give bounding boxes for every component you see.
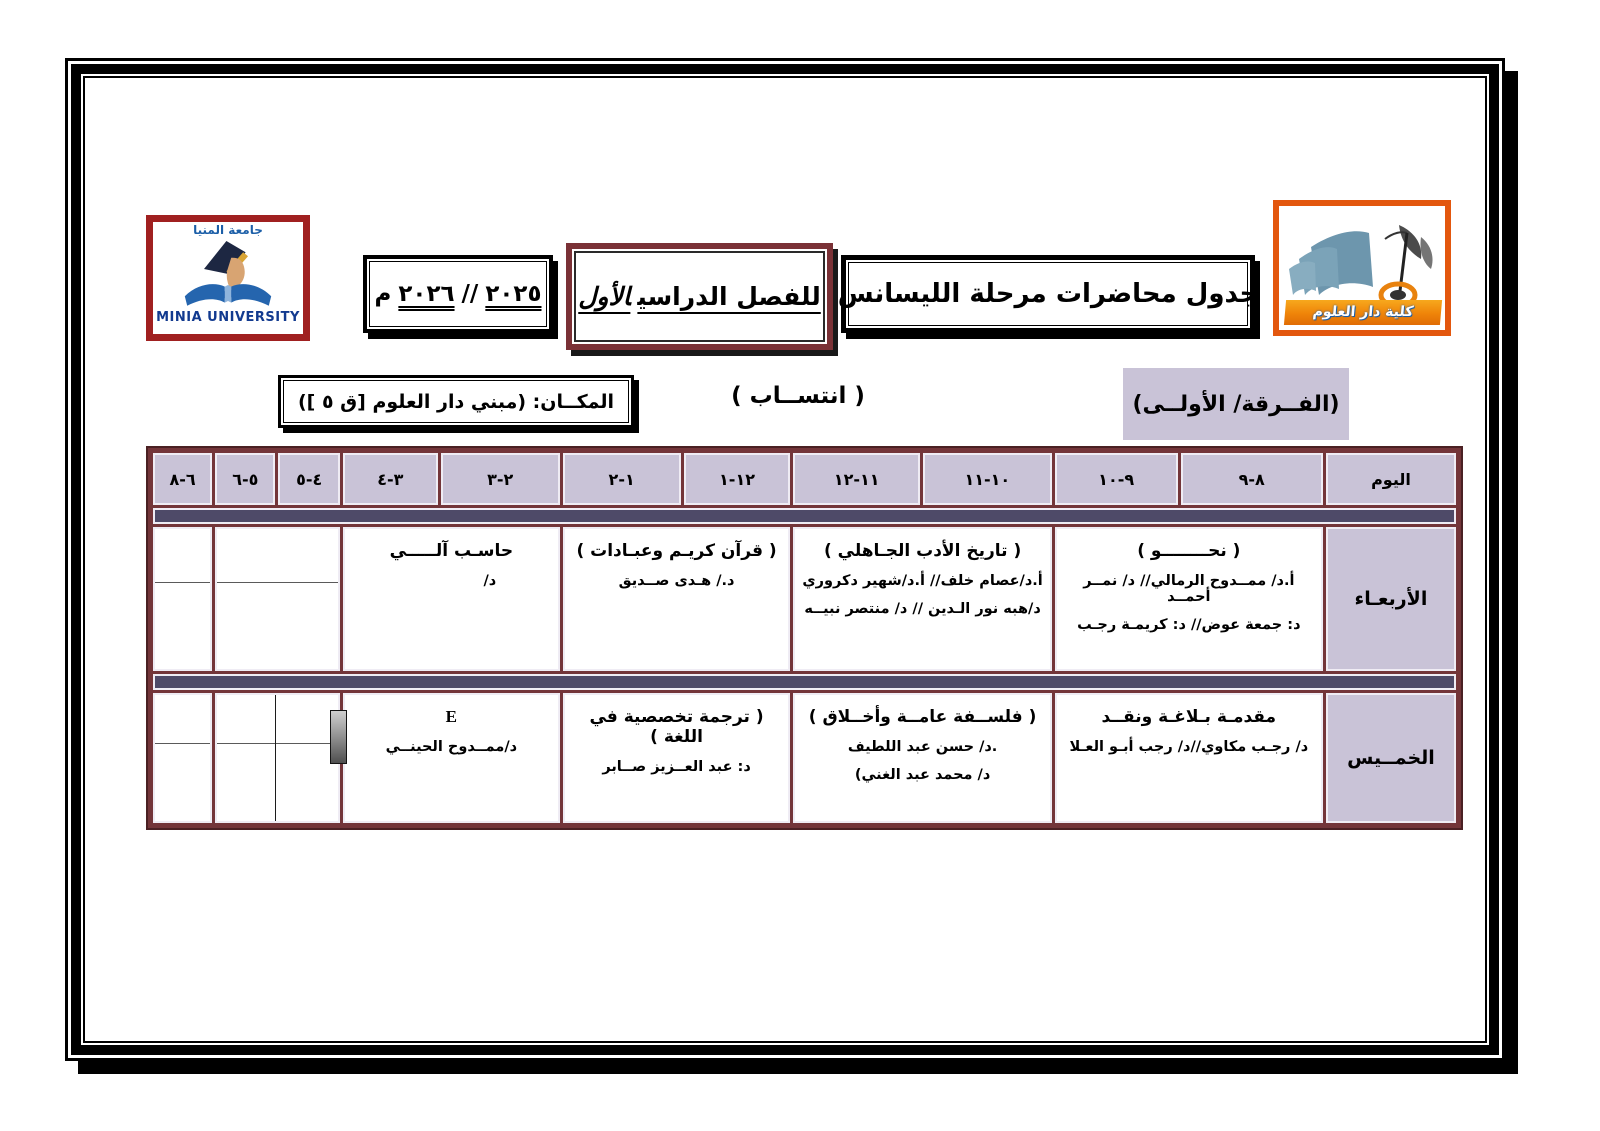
empty-slot-cell: [155, 695, 210, 821]
subject-title: حاسـب آلـــــي: [389, 541, 514, 561]
row-divider: [155, 676, 1454, 688]
time-slot-header: ٣-٤: [345, 455, 436, 503]
cell-rule: [217, 582, 338, 583]
lecturer-line: د/ممــدوح الحينــي: [385, 739, 518, 755]
subject-title: مقدمـة بـلاغـة ونقــد: [1101, 707, 1277, 727]
lecturer-line: أ.د/عصام خلف// أ.د/شهير دكروري: [802, 573, 1043, 589]
subject-cell-grammar: [1057, 529, 1321, 669]
title-semester-box: [566, 243, 833, 350]
time-slot-header: ٦-٨: [155, 455, 210, 503]
title-main-text: جدول محاضرات مرحلة الليسانس: [837, 279, 1259, 309]
year-end: ٢٠٢٦: [398, 281, 455, 307]
gray-box-artifact: [330, 710, 347, 764]
lecturer-line: د/ رجـب مكاوي//د/ رجب أبـو العـلا: [1069, 739, 1309, 755]
university-logo-english-caption: MINIA UNIVERSITY: [156, 310, 300, 325]
time-slot-header: ٤-٥: [280, 455, 338, 503]
cell-rule: [155, 582, 210, 583]
subject-title: ( قرآن كريـم وعبـادات ): [576, 541, 777, 561]
semester-term: الأول: [578, 282, 631, 311]
timetable: [146, 446, 1463, 830]
title-main-box: [837, 255, 1259, 333]
cell-rule: [275, 695, 276, 821]
university-logo: [146, 215, 310, 341]
time-slot-header: ١٠-١١: [925, 455, 1050, 503]
time-slot-header: ١٢-١: [686, 455, 789, 503]
subject-cell-english: [345, 695, 558, 821]
location-box: المكــان: (مبني دار العلوم [ق ٥ ]): [278, 375, 634, 428]
subject-title: ( نحــــــــو ): [1137, 541, 1241, 561]
empty-slot-cell: [155, 529, 210, 669]
time-slot-header: ١١-١٢: [795, 455, 917, 503]
time-slot-header: ١-٢: [565, 455, 679, 503]
subject-cell-jahili-literature: [795, 529, 1049, 669]
subject-cell-computer: [345, 529, 558, 669]
semester-text: [578, 282, 821, 311]
lecturer-line: د/هبه نور الـدين // د/ منتصر نبيــه: [804, 601, 1041, 617]
subject-title: ( فلســفة عامــة وأخــلاق ): [808, 707, 1037, 727]
subject-title: ( ترجمة تخصصية في اللغة ): [589, 707, 764, 747]
empty-slot-cell: [217, 695, 338, 821]
page-frame: [65, 58, 1505, 1061]
lecturer-line: أ.د/ ممــدوح الرمالي// د/ نمــر أحمــد: [1083, 573, 1295, 605]
day-cell-thursday: الخمــيس: [1328, 695, 1454, 821]
lecturer-line: د/: [483, 573, 497, 589]
lecturer-line: .د/ حسن عبد اللطيف: [847, 739, 998, 755]
year-suffix: م: [374, 281, 392, 307]
faculty-logo-caption: كلية دار العلوم: [1284, 300, 1442, 325]
day-column-header: اليوم: [1328, 455, 1454, 503]
year-separator: //: [461, 281, 479, 307]
subject-title: E: [445, 707, 457, 726]
title-year-box: [363, 255, 553, 333]
subject-cell-quran: [565, 529, 789, 669]
semester-prefix: للفصل الدراسي: [637, 282, 821, 311]
lecturer-line: د./ هـدى صــديق: [618, 573, 735, 589]
lecturer-line: د/ محمد عبد الغني): [854, 767, 991, 783]
subject-cell-translation: [565, 695, 789, 821]
subject-cell-philosophy: [795, 695, 1049, 821]
lecturer-line: د: عبد العــزيز صــابر: [602, 759, 751, 775]
time-slot-header: ٩-١٠: [1057, 455, 1176, 503]
grade-label: (الفــرقة/ الأولــى): [1123, 368, 1349, 440]
day-cell-wednesday: الأربعـاء: [1328, 529, 1454, 669]
nefertiti-open-book-icon: [164, 237, 292, 309]
time-slot-header: ٢-٣: [443, 455, 558, 503]
empty-slot-cell: [217, 529, 338, 669]
cell-rule: [155, 743, 210, 744]
lecturer-line: د: جمعة عوض// د: كريمـة رجـب: [1077, 617, 1301, 633]
row-divider: [155, 510, 1454, 522]
time-slot-header: ٨-٩: [1183, 455, 1321, 503]
university-logo-arabic-caption: جامعة المنيا: [193, 223, 263, 237]
cell-rule: [217, 743, 338, 744]
time-slot-header: ٥-٦: [217, 455, 273, 503]
enrollment-label: ( انتســاب ): [731, 383, 865, 409]
faculty-logo: [1273, 200, 1451, 336]
year-start: ٢٠٢٥: [485, 281, 542, 307]
subject-title: ( تاريخ الأدب الجـاهلي ): [823, 541, 1022, 561]
subject-cell-rhetoric: [1057, 695, 1321, 821]
